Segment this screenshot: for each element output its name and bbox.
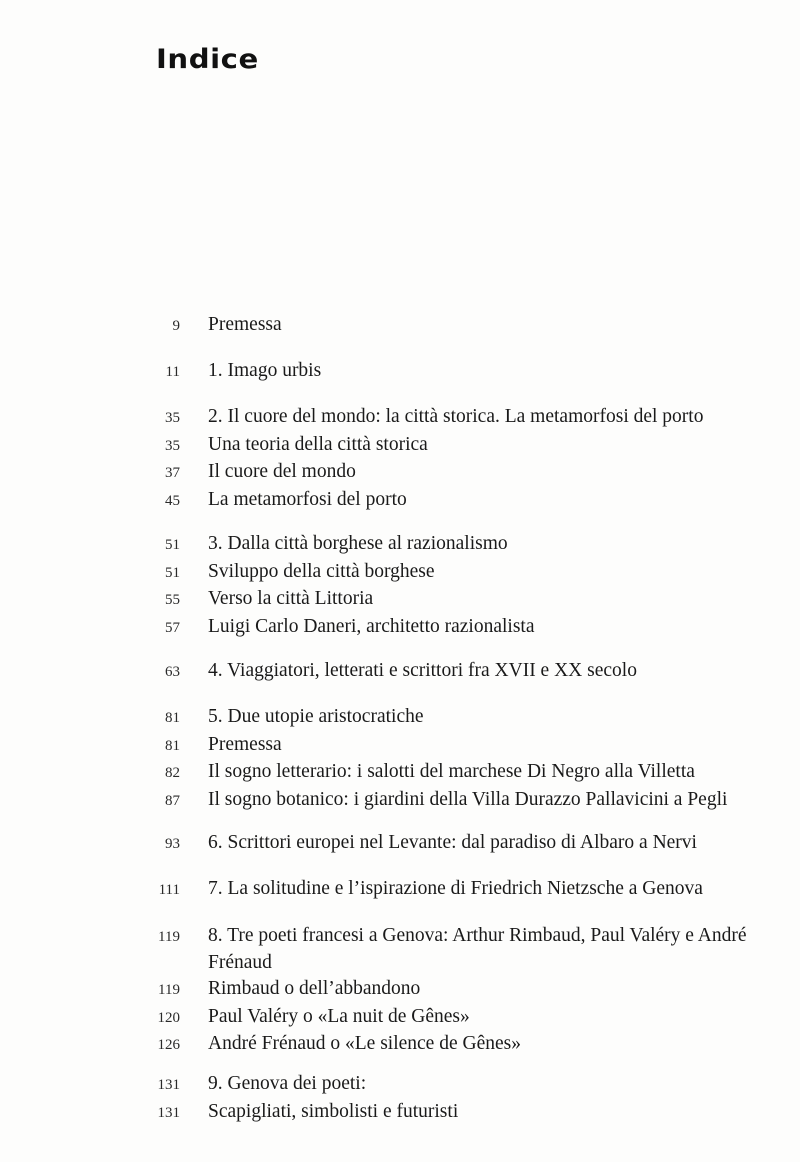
- toc-entry-title: 6. Scrittori europei nel Levante: dal paradiso di Albaro a Nervi: [208, 832, 697, 853]
- toc-entry: [0, 976, 800, 1004]
- toc-entry-title: André Frénaud o «Le silence de Gênes»: [208, 1033, 521, 1054]
- toc-entry: [0, 1099, 800, 1127]
- toc-entry: [0, 432, 800, 460]
- toc-page-number: 9: [172, 318, 180, 334]
- toc-entry-title: Sviluppo della città borghese: [208, 560, 435, 582]
- toc-page-number: 35: [165, 437, 180, 454]
- toc-page-number: 11: [165, 364, 180, 380]
- toc-entry: [0, 1071, 800, 1099]
- toc-page-number: 35: [165, 410, 180, 426]
- toc-page-number: 120: [157, 1009, 180, 1026]
- toc-entry: [0, 531, 800, 559]
- toc-entry-title: 9. Genova dei poeti:: [208, 1073, 367, 1094]
- toc-page-number: 119: [158, 982, 180, 998]
- toc-section-premessa: [0, 312, 800, 340]
- toc-entry: [0, 923, 800, 976]
- toc-page-number: 81: [165, 710, 180, 726]
- toc-page-number: 82: [165, 765, 180, 781]
- toc-entry: [0, 614, 800, 642]
- toc-section-2: [0, 404, 800, 514]
- toc-entry: [0, 787, 800, 815]
- toc-page-number: 93: [165, 836, 180, 852]
- toc-page-number: 87: [165, 792, 180, 809]
- toc-entry: [0, 586, 800, 614]
- toc-page-number: 37: [165, 465, 180, 481]
- toc-section-5: [0, 704, 800, 814]
- toc-page-number: 111: [158, 882, 180, 898]
- toc-entry-title: Premessa: [208, 733, 282, 755]
- toc-entry-title: Paul Valéry o «La nuit de Gênes»: [208, 1005, 470, 1027]
- page-title: Indice: [156, 44, 259, 75]
- toc-section-9: [0, 1071, 800, 1126]
- toc-page-number: 131: [157, 1077, 180, 1093]
- toc-entry-title: Il sogno botanico: i giardini della Villa Durazzo Pallavicini a Pegli: [208, 788, 728, 810]
- toc-entry: [0, 830, 800, 858]
- toc-page-number: 63: [165, 664, 180, 680]
- toc-entry: [0, 876, 800, 904]
- toc-page-number: 81: [165, 737, 180, 754]
- toc-page-number: 51: [165, 537, 180, 553]
- toc-entry-title: Verso la città Littoria: [208, 588, 374, 609]
- toc-entry: [0, 459, 800, 487]
- toc-entry: [0, 404, 800, 432]
- toc-entry-title: 8. Tre poeti francesi a Genova: Arthur Rimbaud, Paul Valéry e André Frénaud: [208, 925, 747, 973]
- toc-entry: [0, 732, 800, 760]
- toc-section-4: [0, 658, 800, 686]
- toc-page-number: 57: [165, 619, 180, 636]
- toc-entry-title: Scapigliati, simbolisti e futuristi: [208, 1100, 459, 1122]
- toc-entry-title: Premessa: [208, 314, 282, 335]
- toc-page-number: 51: [165, 564, 180, 581]
- toc-page-number: 119: [158, 929, 180, 945]
- toc-section-1: [0, 358, 800, 386]
- toc-entry-title: 2. Il cuore del mondo: la città storica. La metamorfosi del porto: [208, 406, 704, 427]
- toc-page-number: 131: [157, 1104, 180, 1121]
- toc-entry: [0, 658, 800, 686]
- toc-entry-title: Il sogno letterario: i salotti del marchese Di Negro alla Villetta: [208, 761, 695, 782]
- toc-entry-title: 5. Due utopie aristocratiche: [208, 706, 424, 727]
- toc-entry-title: Il cuore del mondo: [208, 461, 356, 482]
- toc-entry: [0, 759, 800, 787]
- toc-entry-title: La metamorfosi del porto: [208, 488, 407, 510]
- toc-entry-title: 7. La solitudine e l’ispirazione di Friedrich Nietzsche a Genova: [208, 878, 703, 899]
- toc-entry: [0, 358, 800, 386]
- toc-entry: [0, 559, 800, 587]
- toc-page-number: 45: [165, 492, 180, 509]
- toc-entry-title: Rimbaud o dell’abbandono: [208, 978, 421, 999]
- toc-page-number: 126: [157, 1037, 180, 1053]
- toc-section-3: [0, 531, 800, 641]
- toc-entry-title: Luigi Carlo Daneri, architetto razionalista: [208, 615, 535, 637]
- toc-entry-title: Una teoria della città storica: [208, 433, 428, 455]
- toc-entry: [0, 1031, 800, 1059]
- toc-entry: [0, 1004, 800, 1032]
- toc-section-6: [0, 830, 800, 858]
- toc-page-number: 55: [165, 592, 180, 608]
- toc-section-8: [0, 923, 800, 1059]
- toc-entry: [0, 487, 800, 515]
- toc-section-7: [0, 876, 800, 904]
- toc-entry-title: 4. Viaggiatori, letterati e scrittori fra XVII e XX secolo: [208, 660, 637, 681]
- toc-entry: [0, 312, 800, 340]
- toc-entry: [0, 704, 800, 732]
- toc-entry-title: 1. Imago urbis: [208, 360, 322, 381]
- toc-entry-title: 3. Dalla città borghese al razionalismo: [208, 533, 508, 554]
